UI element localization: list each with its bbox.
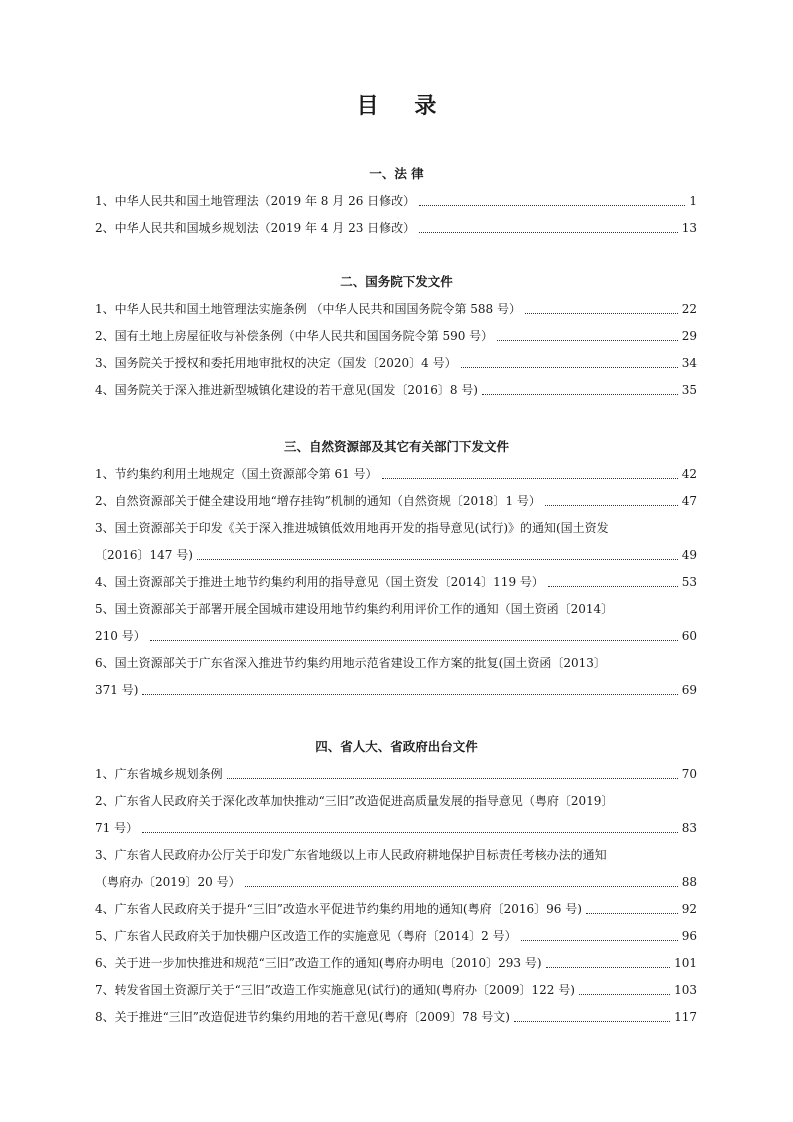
toc-entry[interactable] xyxy=(95,573,697,591)
page-number: 60 xyxy=(681,629,697,643)
toc-entry-text: 2、国有土地上房屋征收与补偿条例（中华人民共和国国务院令第 590 号） xyxy=(95,329,494,343)
dot-leader xyxy=(497,330,678,341)
toc-entry-text: 7、转发省国土资源厅关于“三旧”改造工作实施意见(试行)的通知(粤府办〔2009〕122 号) xyxy=(95,983,575,997)
page-number: 42 xyxy=(681,467,697,481)
section-heading: 三、自然资源部及其它有关部门下发文件 xyxy=(283,439,509,454)
page-number: 101 xyxy=(674,956,697,970)
toc-entry-text: 371 号) xyxy=(95,683,139,697)
toc-entry-first-line[interactable]: 5、国土资源部关于部署开展全国城市建设用地节约集约利用评价工作的通知（国土资函〔2014〕 xyxy=(95,602,614,616)
dot-leader xyxy=(525,303,678,314)
dot-leader xyxy=(482,384,678,395)
dot-leader xyxy=(150,630,678,641)
page-number: 22 xyxy=(681,302,697,316)
page-number: 34 xyxy=(681,356,697,370)
page-number: 69 xyxy=(681,683,697,697)
toc-entry-text: 1、广东省城乡规划条例 xyxy=(95,767,223,781)
toc-entry-first-line[interactable]: 3、广东省人民政府办公厅关于印发广东省地级以上市人民政府耕地保护目标责任考核办法的通知 xyxy=(95,848,607,862)
toc-entry-text: 2、中华人民共和国城乡规划法（2019 年 4 月 23 日修改） xyxy=(95,221,416,235)
dot-leader xyxy=(514,1011,670,1022)
section-heading: 二、国务院下发文件 xyxy=(340,274,453,289)
dot-leader xyxy=(586,903,678,914)
toc-entry-first-line[interactable]: 2、广东省人民政府关于深化改革加快推动“三旧”改造促进高质量发展的指导意见（粤府〔2019〕 xyxy=(95,794,614,808)
page-number: 117 xyxy=(674,1010,697,1024)
page-number: 49 xyxy=(681,548,697,562)
toc-entry[interactable] xyxy=(95,927,697,945)
dot-leader xyxy=(461,357,678,368)
toc-entry[interactable] xyxy=(95,900,697,918)
dot-leader xyxy=(579,984,670,995)
page-number: 13 xyxy=(681,221,697,235)
toc-entry-text: 5、广东省人民政府关于加快棚户区改造工作的实施意见（粤府〔2014〕2 号） xyxy=(95,929,517,943)
toc-entry[interactable] xyxy=(95,765,697,783)
page-number: 47 xyxy=(681,494,697,508)
toc-entry-first-line[interactable]: 3、国土资源部关于印发《关于深入推进城镇低效用地再开发的指导意见(试行)》的通知(国土资发 xyxy=(95,521,609,535)
dot-leader xyxy=(227,768,678,779)
toc-entry-text: 〔2016〕147 号) xyxy=(95,548,193,562)
toc-entry-text: （粤府办〔2019〕20 号） xyxy=(95,875,241,889)
toc-entry-text: 2、自然资源部关于健全建设用地“增存挂钩”机制的通知（自然资规〔2018〕1 号） xyxy=(95,494,541,508)
dot-leader xyxy=(545,495,678,506)
toc-entry[interactable] xyxy=(95,192,697,210)
toc-entry[interactable] xyxy=(95,354,697,372)
dot-leader xyxy=(419,195,685,206)
section-heading: 四、省人大、省政府出台文件 xyxy=(315,739,478,754)
toc-entry-text: 1、中华人民共和国土地管理法实施条例 （中华人民共和国国务院令第 588 号） xyxy=(95,302,521,316)
toc-entry[interactable] xyxy=(95,873,697,891)
toc-entry[interactable] xyxy=(95,546,697,564)
toc-entry-text: 1、中华人民共和国土地管理法（2019 年 8 月 26 日修改） xyxy=(95,194,416,208)
toc-entry[interactable] xyxy=(95,681,697,699)
section-heading: 一、法 律 xyxy=(369,166,424,181)
toc-entry-text: 4、国务院关于深入推进新型城镇化建设的若干意见(国发〔2016〕8 号) xyxy=(95,383,478,397)
page-number: 103 xyxy=(674,983,697,997)
page-number: 96 xyxy=(681,929,697,943)
dot-leader xyxy=(245,876,678,887)
page-number: 1 xyxy=(689,194,697,208)
toc-entry[interactable] xyxy=(95,627,697,645)
page-number: 29 xyxy=(681,329,697,343)
toc-entry[interactable] xyxy=(95,981,697,999)
toc-entry-text: 210 号） xyxy=(95,629,146,643)
dot-leader xyxy=(142,822,678,833)
toc-entry[interactable] xyxy=(95,492,697,510)
toc-entry[interactable] xyxy=(95,300,697,318)
toc-entry[interactable] xyxy=(95,219,697,237)
page-number: 35 xyxy=(681,383,697,397)
dot-leader xyxy=(142,684,677,695)
toc-entry[interactable] xyxy=(95,954,697,972)
dot-leader xyxy=(382,468,678,479)
toc-entry-text: 1、节约集约利用土地规定（国土资源部令第 61 号） xyxy=(95,467,378,481)
dot-leader xyxy=(419,222,678,233)
toc-entry-first-line[interactable]: 6、国土资源部关于广东省深入推进节约集约用地示范省建设工作方案的批复(国土资函〔2013〕 xyxy=(95,656,606,670)
page-title: 目 录 xyxy=(356,94,451,119)
page-number: 70 xyxy=(681,767,697,781)
page-number: 53 xyxy=(681,575,697,589)
dot-leader xyxy=(521,930,678,941)
toc-entry-text: 4、广东省人民政府关于提升“三旧”改造水平促进节约集约用地的通知(粤府〔2016〕96 号) xyxy=(95,902,582,916)
toc-entry-text: 3、国务院关于授权和委托用地审批权的决定（国发〔2020〕4 号） xyxy=(95,356,457,370)
page-number: 83 xyxy=(681,821,697,835)
toc-entry[interactable] xyxy=(95,465,697,483)
toc-entry-text: 71 号） xyxy=(95,821,139,835)
dot-leader xyxy=(197,549,678,560)
toc-entry-text: 4、国土资源部关于推进土地节约集约利用的指导意见（国土资发〔2014〕119 号） xyxy=(95,575,544,589)
toc-entry[interactable] xyxy=(95,1008,697,1026)
page-number: 88 xyxy=(681,875,697,889)
page-number: 92 xyxy=(681,902,697,916)
toc-entry[interactable] xyxy=(95,819,697,837)
toc-entry[interactable] xyxy=(95,327,697,345)
dot-leader xyxy=(546,957,671,968)
toc-entry-text: 8、关于推进“三旧”改造促进节约集约用地的若干意见(粤府〔2009〕78 号文) xyxy=(95,1010,510,1024)
toc-entry[interactable] xyxy=(95,381,697,399)
toc-entry-text: 6、关于进一步加快推进和规范“三旧”改造工作的通知(粤府办明电〔2010〕293 号) xyxy=(95,956,542,970)
dot-leader xyxy=(548,576,678,587)
